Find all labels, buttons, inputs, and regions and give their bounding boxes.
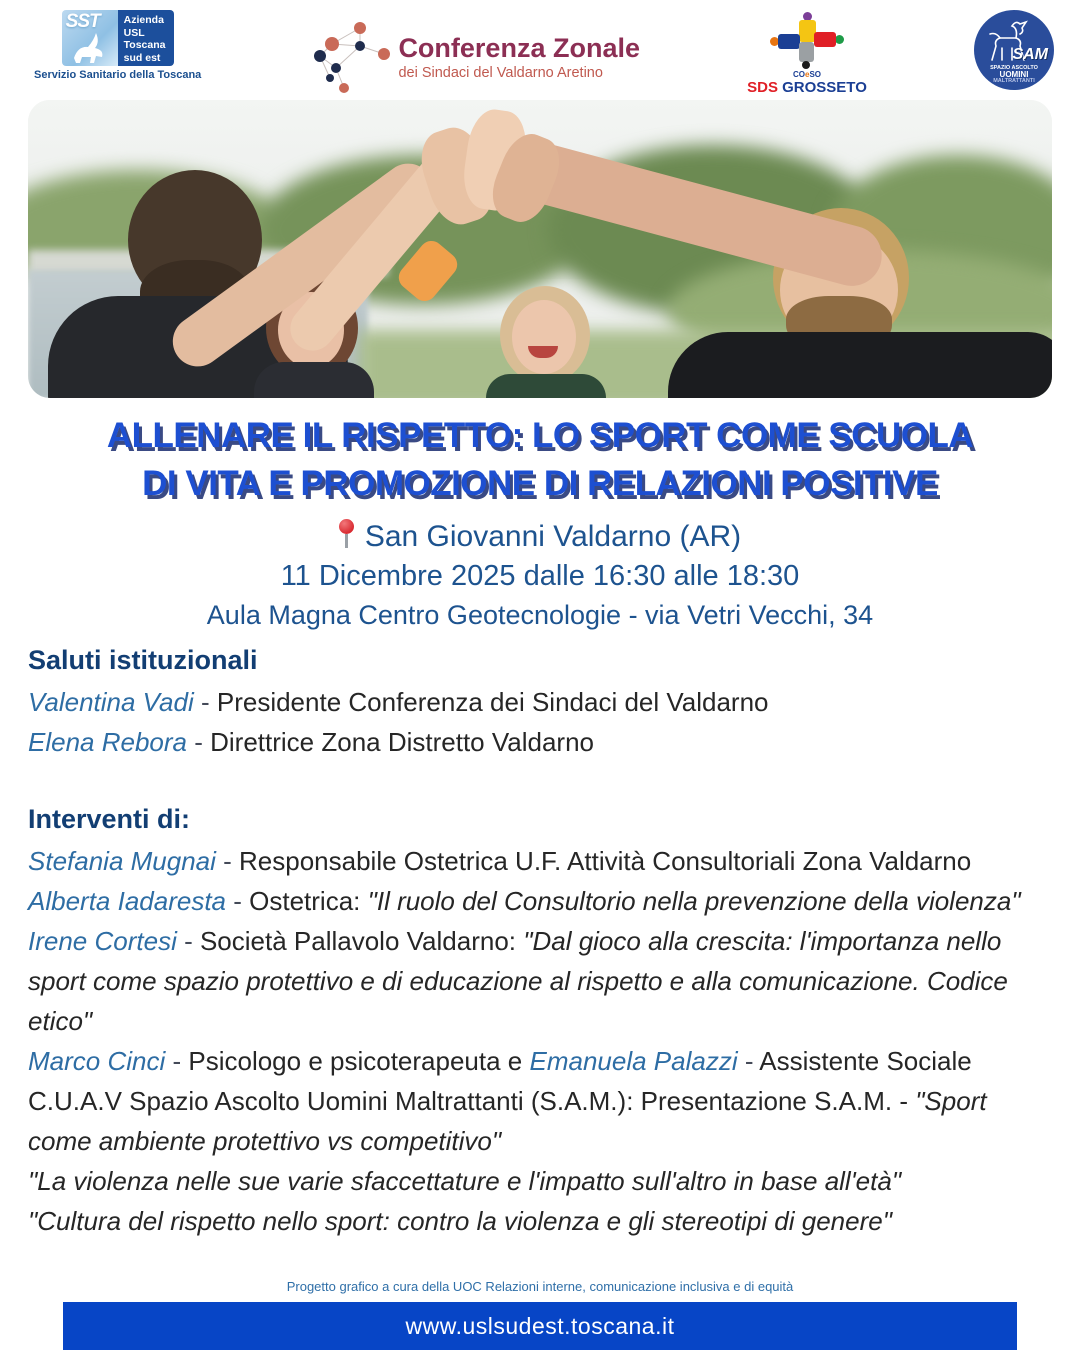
section-block	[28, 804, 1052, 1241]
speaker-name: Irene Cortesi	[28, 926, 177, 956]
coeso-wordmark: COeSO	[792, 70, 821, 79]
line-text: -	[165, 1046, 189, 1076]
sds-grosseto-logo	[747, 12, 867, 96]
line-text: "Cultura del rispetto nello sport: contro la violenza e gli stereotipi di genere"	[28, 1206, 892, 1236]
line-text: "Sport come ambiente protettivo vs competitivo"	[28, 1086, 987, 1156]
conferenza-title: Conferenza Zonale	[398, 33, 640, 63]
coeso-puzzle-icon	[768, 12, 846, 68]
section-heading: Interventi di:	[28, 804, 191, 834]
speaker-line	[28, 1161, 1052, 1201]
sam-caption: SPAZIO ASCOLTO UOMINI MALTRATTANTI	[990, 65, 1038, 84]
speaker-name: Alberta Iadaresta	[28, 886, 227, 916]
speaker-name: Valentina Vadi	[28, 687, 194, 717]
sst-logo-squares	[62, 10, 174, 66]
event-title	[0, 412, 1080, 508]
sst-pegasus-icon	[62, 10, 118, 66]
location-pin-icon	[339, 519, 355, 548]
sst-line: Toscana	[123, 39, 166, 51]
sst-line: Azienda	[123, 14, 164, 26]
section-heading: Saluti istituzionali	[28, 645, 258, 675]
speakers-area	[28, 645, 1052, 1241]
event-venue: Aula Magna Centro Geotecnologie - via Vetri Vecchi, 34	[206, 600, 874, 630]
speaker-line	[28, 1201, 1052, 1241]
line-text: "La violenza nelle sue varie sfaccettature e l'impatto sull'altro in base all'età"	[28, 1166, 902, 1196]
speaker-line	[28, 841, 1052, 881]
speaker-name: Emanuela Palazzi	[529, 1046, 738, 1076]
location-text: San Giovanni Valdarno (AR)	[364, 520, 742, 553]
line-text: Responsabile Ostetrica U.F. Attività Consultoriali Zona Valdarno	[239, 846, 972, 876]
website-link[interactable]: www.uslsudest.toscana.it	[405, 1312, 675, 1339]
photo-person-shirt	[668, 332, 1052, 398]
line-text: -	[193, 687, 217, 717]
line-text: Psicologo e psicoterapeuta e	[188, 1046, 530, 1076]
sst-line: sud est	[123, 51, 161, 64]
event-photo	[28, 100, 1052, 398]
speaker-name: Stefania Mugnai	[28, 846, 216, 876]
footer-bar	[63, 1302, 1017, 1350]
line-text: Ostetrica:	[249, 886, 368, 916]
sst-line: USL	[123, 26, 145, 39]
design-credit: Progetto grafico a cura della UOC Relazioni interne, comunicazione inclusiva e di equità	[286, 1279, 794, 1294]
line-text: "Dal gioco alla crescita: l'importanza nello sport come spazio protettivo e di educazione al rispetto e alla comunicazione. Codice etico"	[28, 926, 1008, 1036]
speaker-line	[28, 722, 1052, 762]
sst-text-block	[118, 10, 174, 66]
sds-grosseto-wordmark: SDS GROSSETO	[747, 79, 867, 96]
speaker-line	[28, 881, 1052, 921]
title-line-2: DI VITA E PROMOZIONE DI RELAZIONI POSITIVE	[142, 464, 938, 503]
line-text: -	[737, 1046, 760, 1076]
line-text: Società Pallavolo Valdarno:	[199, 926, 524, 956]
speaker-name: Elena Rebora	[28, 727, 187, 757]
speaker-line	[28, 1041, 1052, 1161]
line-text: -	[215, 846, 240, 876]
speaker-name: Marco Cinci	[28, 1046, 166, 1076]
network-dots-icon	[308, 18, 394, 96]
pegasus-horse-icon	[66, 30, 112, 64]
title-line-1: ALLENARE IL RISPETTO: LO SPORT COME SCUOLA	[106, 416, 974, 455]
event-location	[0, 517, 1080, 554]
photo-person-shirt	[486, 374, 606, 398]
line-text: Presidente Conferenza dei Sindaci del Valdarno	[216, 687, 769, 717]
photo-person-shirt	[254, 362, 374, 398]
conferenza-text	[398, 33, 640, 81]
speaker-line	[28, 921, 1052, 1041]
logo-header	[0, 0, 1080, 96]
line-text: -	[176, 926, 200, 956]
line-text: Assistente Sociale C.U.A.V Spazio Ascolto Uomini Maltrattanti (S.A.M.): Presentazione S.A.M. -	[28, 1046, 972, 1116]
sam-acronym: SAM	[1012, 46, 1048, 63]
conferenza-subtitle: dei Sindaci del Valdarno Aretino	[398, 65, 603, 81]
line-text: -	[187, 727, 211, 757]
sst-usl-logo	[34, 10, 201, 81]
speaker-line	[28, 682, 1052, 722]
line-text: -	[226, 886, 250, 916]
section-block	[28, 645, 1052, 762]
sst-caption: Servizio Sanitario della Toscana	[34, 69, 202, 81]
sam-logo	[974, 10, 1054, 90]
event-datetime: 11 Dicembre 2025 dalle 16:30 alle 18:30	[280, 560, 800, 592]
photo-person-face	[512, 300, 576, 374]
sst-acronym: SST	[65, 11, 100, 32]
line-text: Direttrice Zona Distretto Valdarno	[210, 727, 595, 757]
line-text: "Il ruolo del Consultorio nella prevenzione della violenza"	[367, 886, 1021, 916]
conferenza-zonale-logo	[308, 18, 640, 96]
